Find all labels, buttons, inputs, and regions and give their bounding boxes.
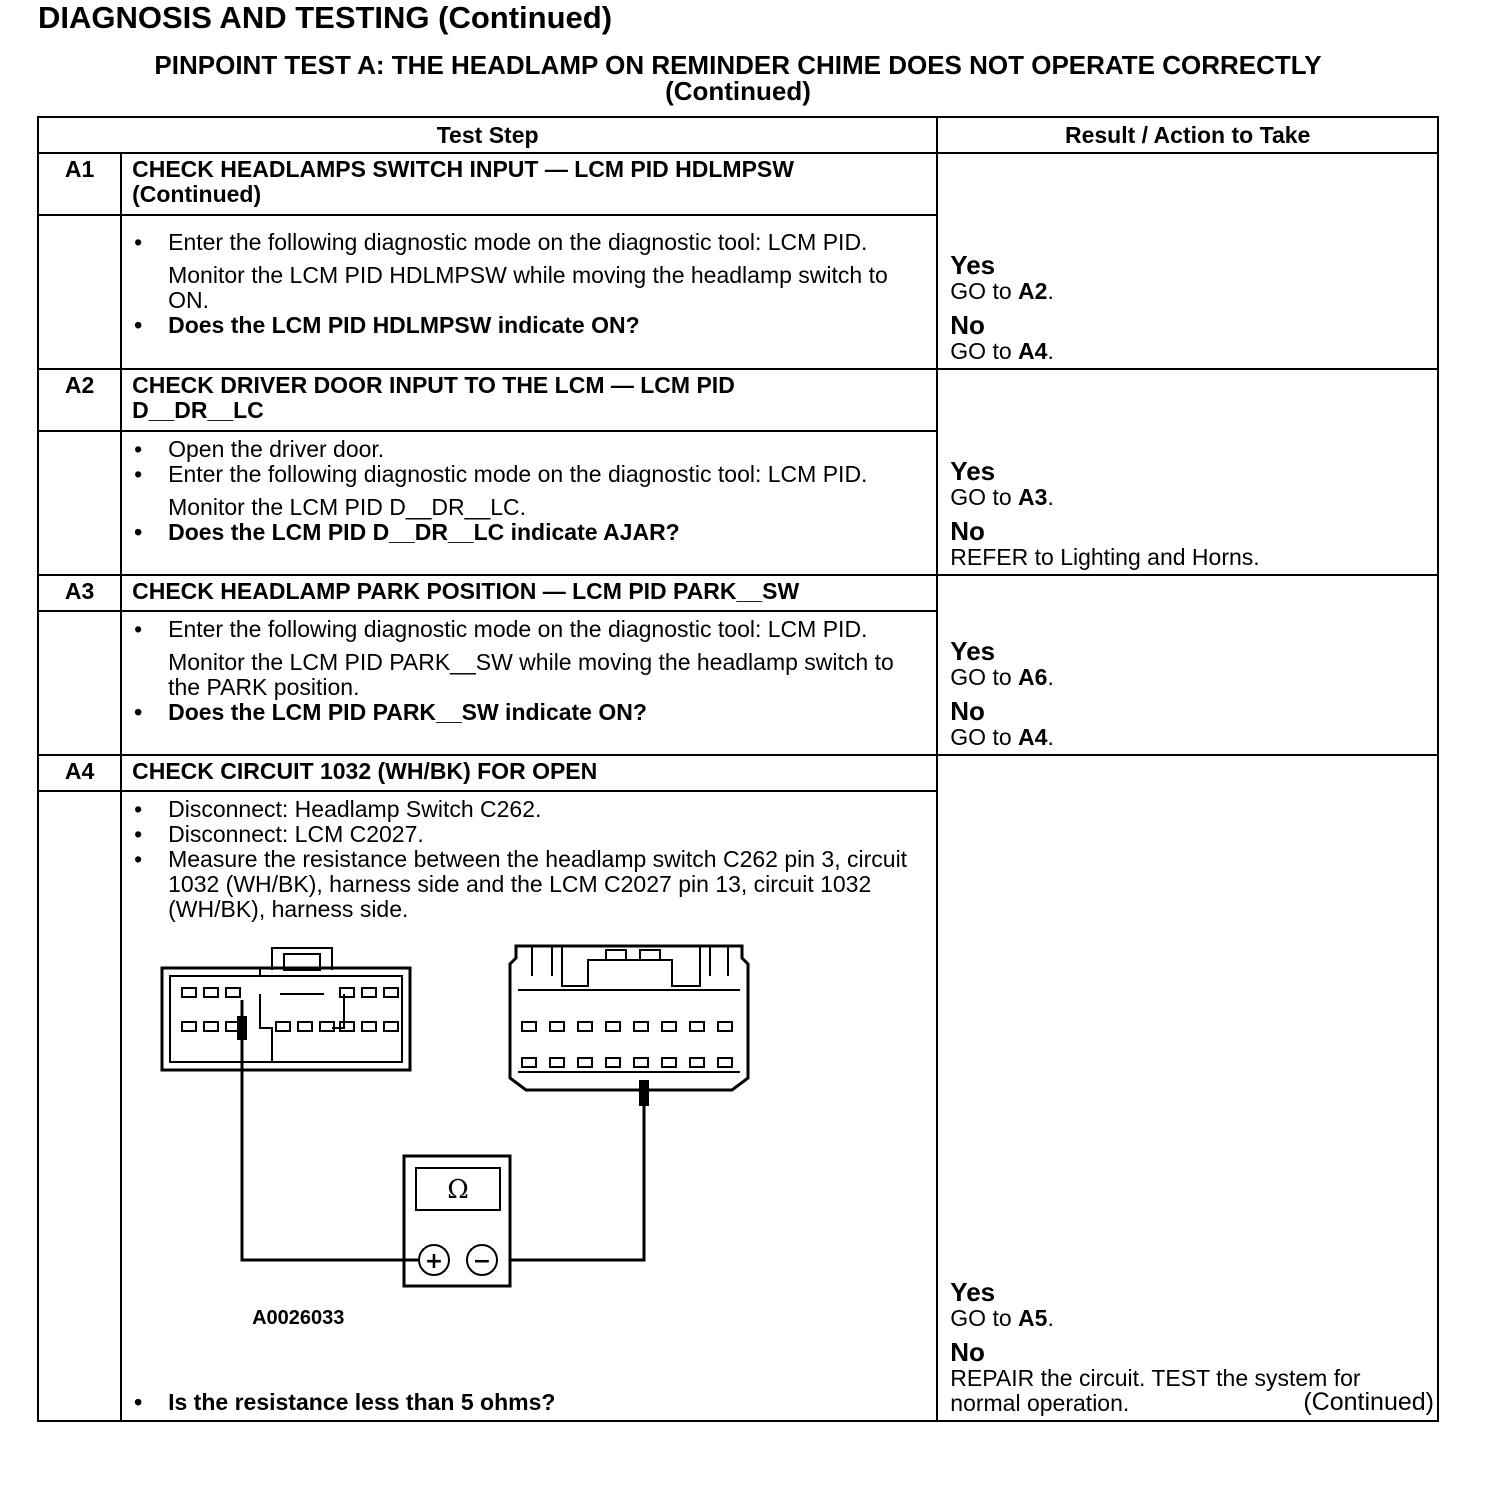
result-header: Result / Action to Take <box>937 117 1438 153</box>
step-id-spacer <box>38 215 121 369</box>
ohm-symbol: Ω <box>447 1175 469 1205</box>
step-item: • Disconnect: Headlamp Switch C262. <box>132 797 926 822</box>
go-to-text: GO to <box>950 1305 1019 1331</box>
connector-pin <box>550 1058 564 1067</box>
no-action: GO to A4. <box>950 724 1054 750</box>
connector-pin <box>362 1022 376 1031</box>
connector-pin <box>690 1022 704 1031</box>
no-label: No <box>950 310 985 340</box>
step-question: • Does the LCM PID PARK__SW indicate ON? <box>132 700 926 725</box>
connector-pin <box>362 988 376 997</box>
connector-pin <box>662 1058 676 1067</box>
result-a2-no <box>950 517 1427 570</box>
result-a4-yes <box>950 1278 1427 1331</box>
step-title-a2-line1: CHECK DRIVER DOOR INPUT TO THE LCM — LCM PID <box>132 372 735 398</box>
connector-pin <box>204 1022 218 1031</box>
positive-test-lead <box>242 1000 418 1260</box>
go-to-text: GO to <box>950 484 1019 510</box>
go-to-target: A4 <box>1018 338 1048 364</box>
step-question: • Does the LCM PID HDLMPSW indicate ON? <box>132 313 926 338</box>
step-item: • Measure the resistance between the headlamp switch C262 pin 3, circuit 1032 (WH/BK), harness side and the LCM C2027 pin 13, circuit 1032 (WH/BK), harness side. <box>132 847 926 922</box>
step-id-a3: A3 <box>38 575 121 611</box>
connector-pin <box>606 1058 620 1067</box>
connector-pin <box>384 1022 398 1031</box>
connector-pin <box>718 1058 732 1067</box>
step-a4-title-row <box>38 755 1438 791</box>
step-body-a1 <box>121 215 937 369</box>
step-title-a1 <box>121 153 937 215</box>
no-label: No <box>950 1337 985 1367</box>
connector-pin <box>578 1058 592 1067</box>
go-to-target: A6 <box>1018 664 1048 690</box>
pinpoint-test-title <box>0 52 1476 104</box>
step-id-a2: A2 <box>38 369 121 431</box>
headlamp-switch-connector-c262 <box>162 948 410 1070</box>
step-id-a1: A1 <box>38 153 121 215</box>
result-a1-no <box>950 311 1427 364</box>
page-title: DIAGNOSIS AND TESTING (Continued) <box>38 0 613 35</box>
yes-action: GO to A2. <box>950 278 1054 304</box>
result-a3-yes <box>950 637 1427 690</box>
step-body-a3 <box>121 611 937 755</box>
go-to-target: A2 <box>1018 278 1048 304</box>
continued-footer: (Continued) <box>1303 1388 1434 1416</box>
step-title-a3-line1: CHECK HEADLAMP PARK POSITION — LCM PID PARK__SW <box>132 578 800 604</box>
no-action: REFER to Lighting and Horns. <box>950 544 1260 570</box>
pinpoint-test-table <box>37 116 1439 1422</box>
step-question: • Is the resistance less than 5 ohms? <box>132 1390 926 1415</box>
result-a4 <box>937 755 1438 1421</box>
connector-pin <box>606 1022 620 1031</box>
no-label: No <box>950 516 985 546</box>
step-title-a1-line2: (Continued) <box>132 181 262 207</box>
connector-pin <box>522 1022 536 1031</box>
step-a1-title-row <box>38 153 1438 215</box>
go-to-target: A3 <box>1018 484 1048 510</box>
step-item: Monitor the LCM PID HDLMPSW while moving the headlamp switch to ON. <box>168 262 888 313</box>
step-title-a2 <box>121 369 937 431</box>
step-body-a4 <box>121 791 937 1421</box>
table-header-row <box>38 117 1438 153</box>
positive-probe-tip <box>237 1016 247 1040</box>
no-action: GO to A4. <box>950 338 1054 364</box>
pinpoint-test-title-line2: (Continued) <box>665 76 811 106</box>
connector-pin <box>718 1022 732 1031</box>
step-id-spacer <box>38 431 121 575</box>
go-to-text: GO to <box>950 724 1019 750</box>
connector-pin <box>320 1022 334 1031</box>
step-item: • Enter the following diagnostic mode on the diagnostic tool: LCM PID. <box>132 230 926 255</box>
connector-pin <box>634 1058 648 1067</box>
connector-pin <box>690 1058 704 1067</box>
yes-label: Yes <box>950 250 996 280</box>
go-to-target: A5 <box>1018 1305 1048 1331</box>
result-a2 <box>937 369 1438 575</box>
connector-pin <box>298 1022 312 1031</box>
step-a3-title-row <box>38 575 1438 611</box>
connector-pin <box>204 988 218 997</box>
yes-label: Yes <box>950 636 996 666</box>
step-title-a1-line1: CHECK HEADLAMPS SWITCH INPUT — LCM PID HDLMPSW <box>132 156 794 182</box>
step-id-spacer <box>38 611 121 755</box>
yes-action: GO to A6. <box>950 664 1054 690</box>
connector-pin <box>226 988 240 997</box>
yes-label: Yes <box>950 1277 996 1307</box>
connector-pin <box>340 988 354 997</box>
step-item: • Enter the following diagnostic mode on the diagnostic tool: LCM PID. <box>132 462 926 487</box>
yes-action: GO to A5. <box>950 1305 1054 1331</box>
connector-wiring-diagram <box>132 930 927 1350</box>
step-title-a3 <box>121 575 937 611</box>
connector-pin <box>578 1022 592 1031</box>
test-step-header: Test Step <box>38 117 937 153</box>
result-a3-no <box>950 697 1427 750</box>
resistance-test-diagram <box>132 930 926 1390</box>
step-item: Monitor the LCM PID PARK__SW while moving the headlamp switch to the PARK position. <box>168 649 894 700</box>
step-title-a4-line1: CHECK CIRCUIT 1032 (WH/BK) FOR OPEN <box>132 758 598 784</box>
step-item: Monitor the LCM PID D__DR__LC. <box>168 494 527 520</box>
go-to-text: GO to <box>950 338 1019 364</box>
step-item: • Disconnect: LCM C2027. <box>132 822 926 847</box>
lcm-connector-c2027 <box>510 946 748 1090</box>
plus-icon: + <box>424 1249 444 1274</box>
no-label: No <box>950 696 985 726</box>
step-question: • Does the LCM PID D__DR__LC indicate AJAR? <box>132 520 926 545</box>
step-body-a2 <box>121 431 937 575</box>
step-item: • Enter the following diagnostic mode on the diagnostic tool: LCM PID. <box>132 617 926 642</box>
step-title-a2-line2: D__DR__LC <box>132 397 264 423</box>
connector-pin <box>276 1022 290 1031</box>
connector-pin <box>384 988 398 997</box>
yes-label: Yes <box>950 456 996 486</box>
step-title-a4 <box>121 755 937 791</box>
step-a2-title-row <box>38 369 1438 431</box>
step-item: • Open the driver door. <box>132 437 926 462</box>
no-action: REPAIR the circuit. TEST the system for normal operation. <box>950 1365 1361 1416</box>
result-a1-yes <box>950 251 1427 304</box>
connector-pin <box>340 1022 354 1031</box>
step-id-a4: A4 <box>38 755 121 791</box>
negative-test-lead <box>510 1090 644 1260</box>
result-a1 <box>937 153 1438 369</box>
connector-pin <box>182 1022 196 1031</box>
go-to-text: GO to <box>950 278 1019 304</box>
minus-icon: − <box>472 1249 492 1274</box>
result-a3 <box>937 575 1438 755</box>
connector-pin <box>550 1022 564 1031</box>
connector-pin <box>522 1058 536 1067</box>
negative-probe-tip <box>639 1080 649 1106</box>
result-a2-yes <box>950 457 1427 510</box>
connector-pin <box>634 1022 648 1031</box>
connector-pin <box>182 988 196 997</box>
pinpoint-test-title-line1: PINPOINT TEST A: THE HEADLAMP ON REMINDER CHIME DOES NOT OPERATE CORRECTLY <box>154 50 1322 80</box>
figure-id: A0026033 <box>252 1307 345 1329</box>
go-to-text: GO to <box>950 664 1019 690</box>
yes-action: GO to A3. <box>950 484 1054 510</box>
connector-pin <box>662 1022 676 1031</box>
step-id-spacer <box>38 791 121 1421</box>
go-to-target: A4 <box>1018 724 1048 750</box>
